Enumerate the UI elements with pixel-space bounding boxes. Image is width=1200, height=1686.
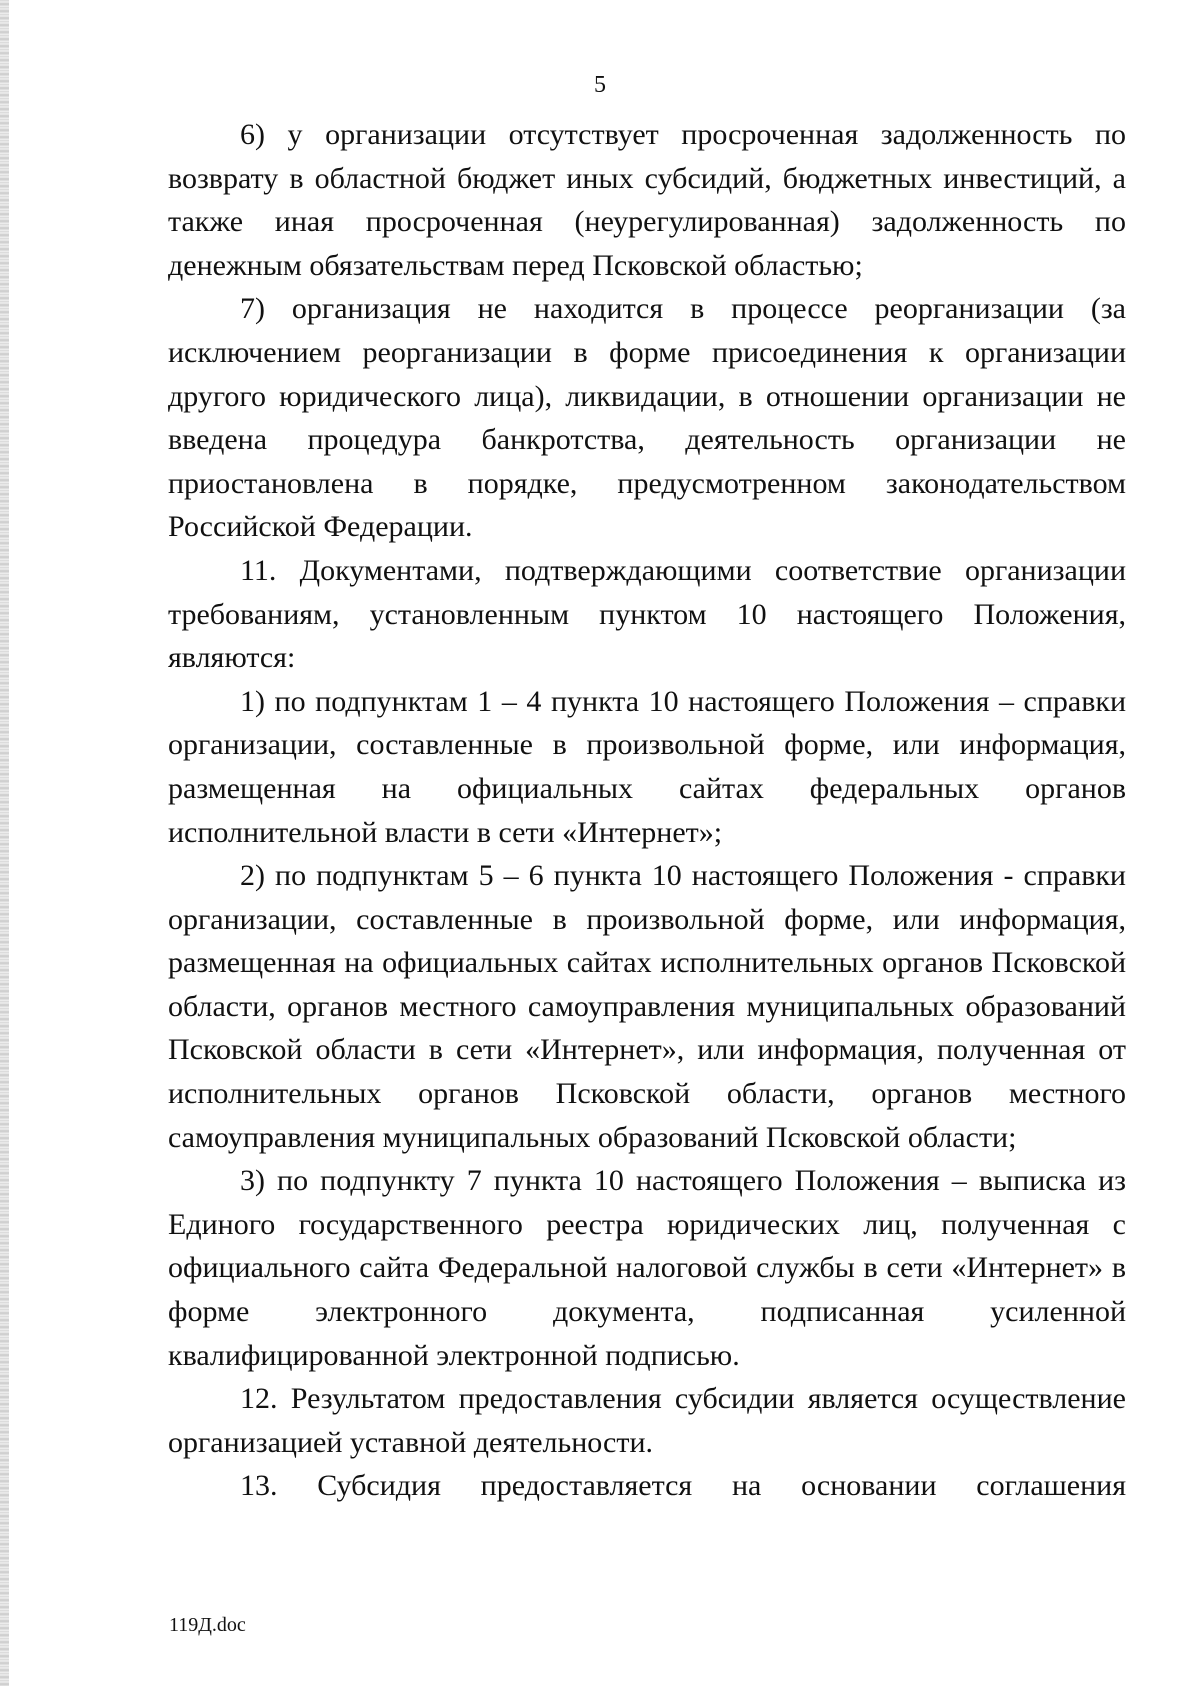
paragraph-subitem-2: 2) по подпунктам 5 – 6 пункта 10 настоящего Положения - справки организации, составленные в произвольной форме, или информация, размещенная на официальных сайтах исполнительных органов Псковской области, органов местного самоуправления муниципальных образований Псковской области в сети «Интернет», или информация, полученная от исполнительных органов Псковской области, органов местного самоуправления муниципальных образований Псковской области; <box>168 859 1126 1154</box>
footer-filename: 119Д.doc <box>169 1614 246 1636</box>
paragraph-subitem-1: 1) по подпунктам 1 – 4 пункта 10 настоящего Положения – справки организации, составленные в произвольной форме, или информация, размещенная на официальных сайтах федеральных органов исполнительной власти в сети «Интернет»; <box>168 684 1126 849</box>
page-number: 5 <box>594 72 606 98</box>
paragraph-clause-11: 11. Документами, подтверждающими соответствие организации требованиям, установленным пунктом 10 настоящего Положения, являются: <box>168 553 1126 675</box>
paragraph-clause-12: 12. Результатом предоставления субсидии является осуществление организацией уставной деятельности. <box>168 1382 1126 1459</box>
paragraph-subitem-3: 3) по подпункту 7 пункта 10 настоящего Положения – выписка из Единого государственного реестра юридических лиц, полученная с официального сайта Федеральной налоговой службы в сети «Интернет» в форме электронного документа, подписанная усиленной квалифицированной электронной подписью. <box>168 1164 1126 1372</box>
document-body <box>168 113 1126 1508</box>
paragraph-item-6: 6) у организации отсутствует просроченная задолженность по возврату в областной бюджет иных субсидий, бюджетных инвестиций, а также иная просроченная (неурегулированная) задолженность по денежным обязательствам перед Псковской областью; <box>168 118 1126 282</box>
scan-edge <box>0 0 9 1686</box>
paragraph-clause-13: 13. Субсидия предоставляется на основании соглашения <box>240 1469 1126 1503</box>
paragraph-item-7: 7) организация не находится в процессе реорганизации (за исключением реорганизации в форме присоединения к организации другого юридического лица), ликвидации, в отношении организации не введена процедура банкротства, деятельность организации не приостановлена в порядке, предусмотренном законодательством Российской Федерации. <box>168 292 1126 544</box>
